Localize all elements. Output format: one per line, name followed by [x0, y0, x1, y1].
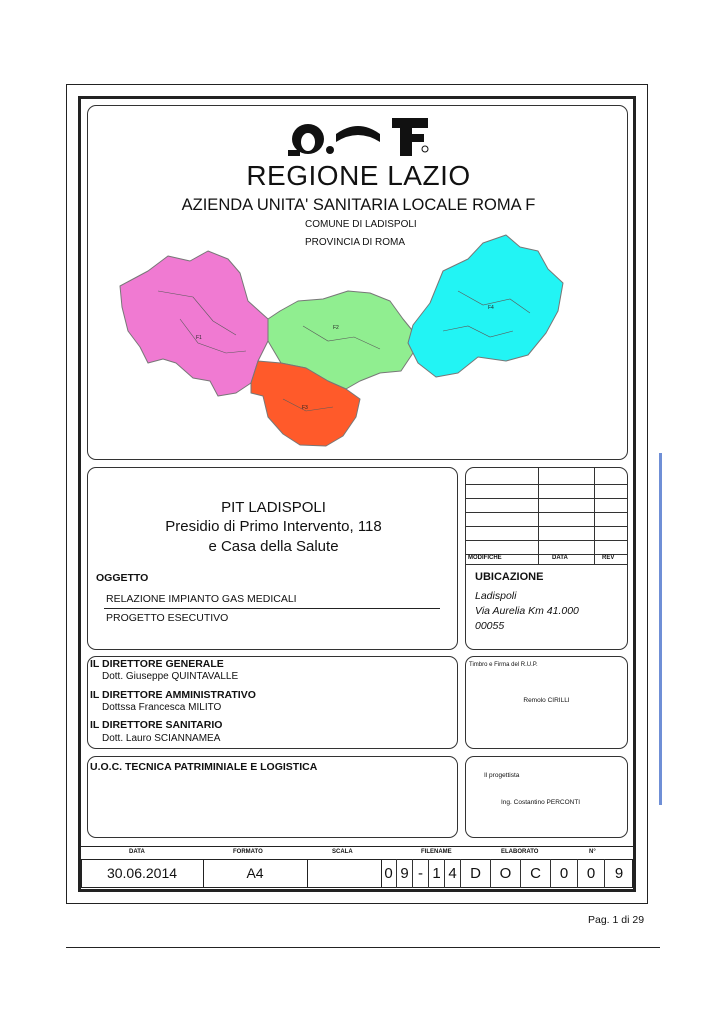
bottom-info-strip — [81, 846, 633, 890]
map-label-f4: F4 — [488, 305, 494, 311]
revision-header-rev: REV — [602, 555, 615, 561]
filename-char: - — [413, 859, 429, 888]
elaborato-char: O — [491, 859, 521, 888]
strip-header-formato: FORMATO — [233, 849, 263, 855]
strip-header-data: DATA — [129, 849, 145, 855]
strip-header-scala: SCALA — [332, 849, 353, 855]
project-panel — [87, 467, 458, 650]
strip-data-value: 30.06.2014 — [106, 865, 178, 881]
filename-char: 1 — [429, 859, 445, 888]
revision-header-data: DATA — [552, 555, 568, 561]
uoc-panel — [87, 756, 458, 838]
provincia-label: PROVINCIA DI ROMA — [305, 237, 406, 248]
filename-char: 4 — [445, 859, 461, 888]
map-label-f3: F3 — [302, 405, 308, 411]
elaborato-char: D — [461, 859, 491, 888]
director-generale-name: Dott. Giuseppe QUINTAVALLE — [102, 671, 239, 682]
revision-header-modifiche: MODIFICHE — [468, 555, 502, 561]
region-title: REGIONE LAZIO — [246, 160, 471, 191]
rup-label: Timbro e Firma del R.U.P. — [469, 662, 538, 668]
progettista-name: Ing. Costantino PERCONTI — [501, 799, 581, 806]
map-region-f4 — [408, 235, 563, 377]
rup-panel — [465, 656, 628, 749]
elaborato-char: C — [521, 859, 551, 888]
footer-rule — [66, 947, 660, 948]
map-label-f2: F2 — [333, 325, 339, 331]
ubicazione-city: Ladispoli — [475, 590, 517, 602]
progettista-label: Il progettista — [484, 772, 520, 779]
strip-header-filename: FILENAME — [421, 849, 452, 855]
oggetto-underline — [104, 608, 440, 609]
director-sanitario-title: IL DIRETTORE SANITARIO — [90, 719, 223, 731]
numero-char: 9 — [614, 865, 624, 882]
director-amministrativo-name: Dottssa Francesca MILITO — [102, 702, 222, 713]
oggetto-line-2: PROGETTO ESECUTIVO — [106, 612, 229, 624]
ubicazione-heading: UBICAZIONE — [475, 571, 544, 583]
strip-numero-code — [551, 859, 633, 888]
project-subtitle-2: e Casa della Salute — [208, 538, 339, 555]
district-map — [118, 231, 618, 453]
numero-char: 0 — [578, 859, 605, 888]
ubicazione-address: Via Aurelia Km 41.000 — [475, 605, 579, 617]
strip-formato-value: A4 — [246, 865, 264, 881]
directors-panel — [87, 656, 458, 749]
director-amministrativo-title: IL DIRETTORE AMMINISTRATIVO — [90, 689, 256, 701]
strip-elaborato-code — [461, 859, 551, 888]
header-panel — [87, 105, 628, 460]
rup-name: Remolo CIRILLI — [523, 697, 570, 704]
side-marker-line — [659, 453, 662, 805]
uoc-title: U.O.C. TECNICA PATRIMINIALE E LOGISTICA — [90, 761, 318, 773]
azienda-title: AZIENDA UNITA' SANITARIA LOCALE ROMA F — [181, 196, 536, 214]
director-sanitario-name: Dott. Lauro SCIANNAMEA — [102, 733, 221, 744]
map-label-f1: F1 — [196, 335, 202, 341]
revision-table — [466, 468, 627, 565]
revision-ubicazione-panel — [465, 467, 628, 650]
asl-logo-icon — [288, 112, 438, 158]
strip-filename-code — [381, 859, 461, 888]
project-subtitle: Presidio di Primo Intervento, 118 — [165, 518, 382, 535]
strip-header-numero: N° — [589, 849, 596, 855]
filename-char: 9 — [397, 859, 413, 888]
map-region-f1 — [120, 251, 268, 396]
numero-char: 0 — [551, 859, 578, 888]
comune-label: COMUNE DI LADISPOLI — [305, 219, 417, 230]
director-generale-title: IL DIRETTORE GENERALE — [90, 658, 224, 670]
progettista-panel — [465, 756, 628, 838]
project-name: PIT LADISPOLI — [221, 499, 326, 516]
filename-char: 0 — [381, 859, 397, 888]
oggetto-heading: OGGETTO — [96, 572, 149, 584]
page-number: Pag. 1 di 29 — [588, 914, 645, 926]
oggetto-line-1: RELAZIONE IMPIANTO GAS MEDICALI — [106, 593, 297, 605]
ubicazione-cap: 00055 — [475, 620, 505, 632]
strip-header-elaborato: ELABORATO — [501, 849, 539, 855]
